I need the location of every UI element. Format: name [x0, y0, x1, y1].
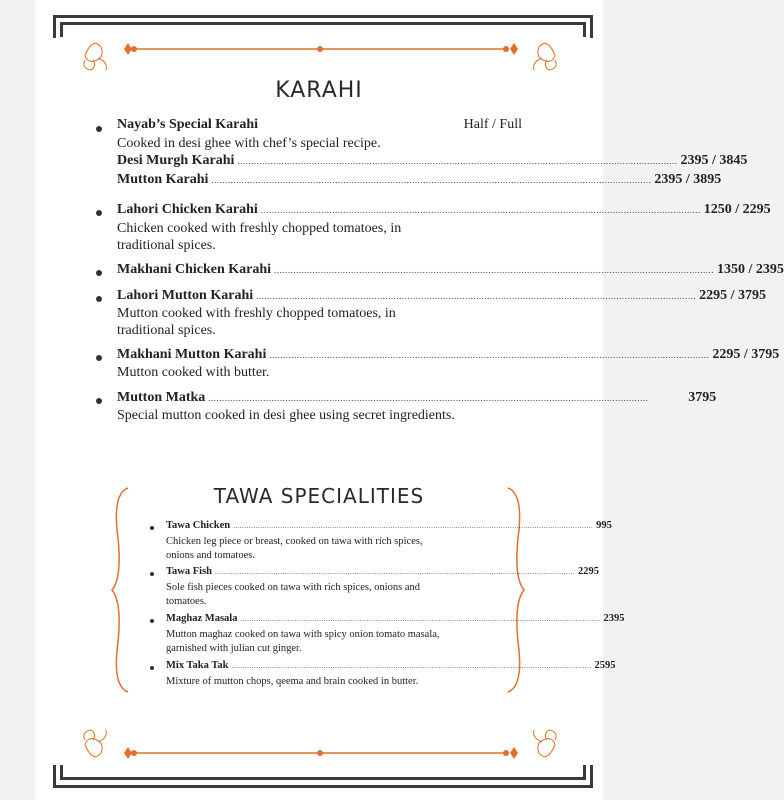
item-name: Makhani Chicken Karahi [117, 262, 272, 277]
item-price: 2395 / 3895 [654, 172, 722, 187]
bullet [150, 526, 154, 530]
item-name: Mix Taka Tak [166, 660, 229, 671]
item-desc: traditional spices. [117, 238, 216, 253]
item-name: Nayab’s Special Karahi [117, 117, 259, 132]
item-price: 1350 / 2395 [717, 262, 784, 277]
item-price: 2595 [594, 660, 616, 671]
bullet [96, 210, 102, 216]
item-name: Mutton Matka [117, 390, 206, 405]
item-price: 2395 [603, 613, 625, 624]
menu-item [166, 613, 625, 624]
bullet [150, 619, 154, 623]
item-price: 1250 / 2295 [703, 202, 771, 217]
item-price: 995 [596, 520, 612, 531]
item-name: Tawa Chicken [166, 520, 231, 531]
menu-item [117, 390, 717, 406]
item-desc: Chicken cooked with freshly chopped tomatoes, in [117, 221, 402, 236]
bullet [96, 296, 102, 302]
section-title-karahi: KARAHI [275, 78, 363, 103]
item-name: Desi Murgh Karahi [117, 153, 235, 168]
leader-dots: ................................................................................................................................................................ [231, 662, 592, 670]
menu-item [166, 660, 616, 671]
leader-dots: ................................................................................................................................................................ [233, 522, 594, 530]
bottom-ornament [0, 720, 638, 770]
leader-dots: ................................................................................................................................................................ [274, 265, 715, 275]
bullet [96, 355, 102, 361]
menu-item [117, 288, 767, 304]
item-name: Maghaz Masala [166, 613, 238, 624]
item-name: Tawa Fish [166, 566, 213, 577]
menu-item [117, 202, 771, 218]
leader-dots: ................................................................................................................................................................ [208, 393, 649, 403]
leader-dots: ................................................................................................................................................................ [211, 175, 652, 185]
item-desc: traditional spices. [117, 323, 216, 338]
menu-item [117, 172, 722, 188]
leader-dots: ................................................................................................................................................................ [260, 205, 701, 215]
leader-dots: ................................................................................................................................................................ [256, 291, 697, 301]
item-desc: Special mutton cooked in desi ghee using secret ingredients. [117, 408, 455, 423]
section-title-tawa: TAWA SPECIALITIES [213, 484, 425, 508]
item-price: 2295 / 3795 [712, 347, 780, 362]
item-desc: Chicken leg piece or breast, cooked on tawa with rich spices, [166, 536, 423, 547]
item-name: Lahori Mutton Karahi [117, 288, 254, 303]
bullet [150, 666, 154, 670]
item-desc: Sole fish pieces cooked on tawa with rich spices, onions and [166, 582, 420, 593]
bullet [96, 126, 102, 132]
bullet [96, 270, 102, 276]
item-desc: Mutton cooked with butter. [117, 365, 270, 380]
item-desc: garnished with julian cut ginger. [166, 643, 302, 654]
leader-dots: ................................................................................................................................................................ [215, 568, 576, 576]
top-ornament [0, 0, 638, 80]
item-desc: Mutton maghaz cooked on tawa with spicy onion tomato masala, [166, 629, 440, 640]
item-desc: onions and tomatoes. [166, 550, 255, 561]
item-price: Half / Full [463, 117, 522, 132]
item-name: Lahori Chicken Karahi [117, 202, 258, 217]
bullet [96, 398, 102, 404]
item-name: Mutton Karahi [117, 172, 209, 187]
item-desc: Cooked in desi ghee with chef’s special recipe. [117, 136, 381, 151]
item-price: 3795 [688, 390, 717, 405]
leader-dots: ................................................................................................................................................................ [269, 350, 710, 360]
item-desc: Mixture of mutton chops, qeema and brain cooked in butter. [166, 676, 419, 687]
menu-item [117, 347, 780, 363]
item-name: Makhani Mutton Karahi [117, 347, 267, 362]
left-bracket [112, 488, 128, 692]
menu-item [117, 117, 522, 133]
item-price: 2295 [578, 566, 600, 577]
leader-dots: ................................................................................................................................................................ [240, 615, 601, 623]
item-desc: tomatoes. [166, 596, 207, 607]
menu-item [166, 520, 612, 531]
leader-dots: ................................................................................................................................................................ [237, 156, 678, 166]
menu-item [117, 153, 748, 169]
item-price: 2295 / 3795 [699, 288, 767, 303]
menu-item [117, 262, 784, 278]
menu-item [166, 566, 600, 577]
bullet [150, 572, 154, 576]
item-price: 2395 / 3845 [680, 153, 748, 168]
item-desc: Mutton cooked with freshly chopped tomatoes, in [117, 306, 396, 321]
